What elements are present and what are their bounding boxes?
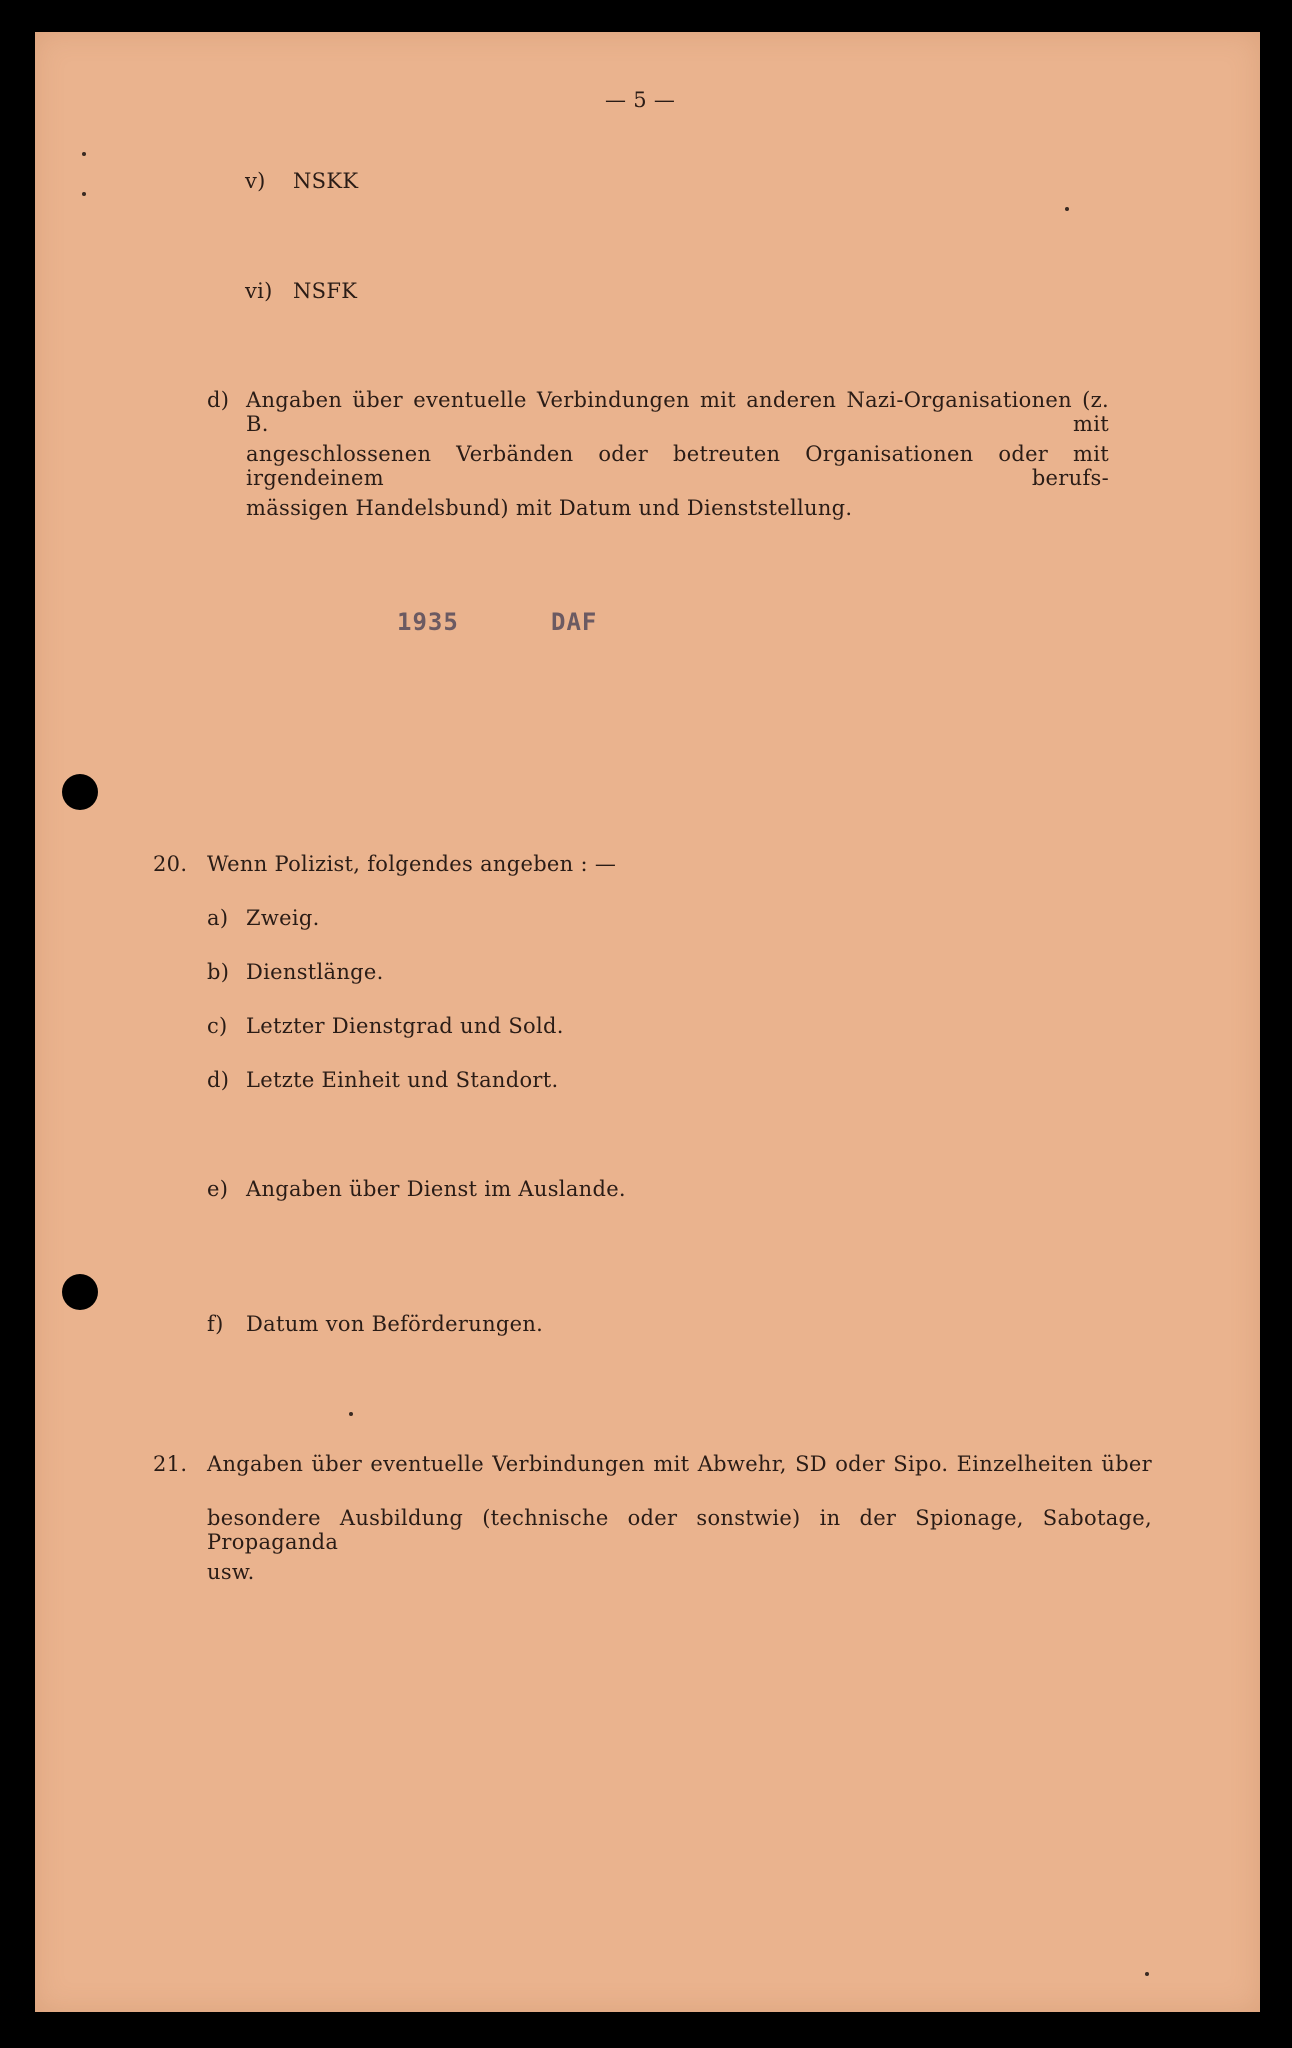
speck xyxy=(82,192,86,196)
punch-hole xyxy=(62,774,98,810)
page-number: — 5 — xyxy=(605,88,676,112)
q20-d-label: d) xyxy=(207,1068,230,1092)
typed-organization: DAF xyxy=(551,608,598,636)
q20-item-d xyxy=(207,1068,558,1092)
q21-line-1: Angaben über eventuelle Verbindungen mit Abwehr, SD oder Sipo. Einzelheiten über xyxy=(207,1452,1152,1476)
item-vi xyxy=(245,279,357,303)
q20-e-text: Angaben über Dienst im Auslande. xyxy=(246,1177,626,1201)
q21-line-3: usw. xyxy=(207,1560,255,1584)
speck xyxy=(82,152,86,156)
item-vi-text: NSFK xyxy=(293,279,358,303)
q20-item-a xyxy=(207,906,320,930)
q20-item-e xyxy=(207,1177,626,1201)
speck xyxy=(1145,1972,1149,1976)
item-d-line-1: Angaben über eventuelle Verbindungen mit anderen Nazi-Organisationen (z. B. mit xyxy=(246,388,1109,436)
q20-b-label: b) xyxy=(207,960,230,984)
q20-c-text: Letzter Dienstgrad und Sold. xyxy=(246,1014,564,1038)
item-d-line-3: mässigen Handelsbund) mit Datum und Dienststellung. xyxy=(246,496,853,520)
item-d-line-2: angeschlossenen Verbänden oder betreuten Organisationen oder mit irgendeinem berufs- xyxy=(246,442,1109,490)
item-v-label: v) xyxy=(245,169,266,193)
speck xyxy=(349,1412,353,1416)
q20-item-b xyxy=(207,960,384,984)
typed-year: 1935 xyxy=(397,608,459,636)
q20-f-label: f) xyxy=(207,1312,224,1336)
q20-e-label: e) xyxy=(207,1177,229,1201)
item-v-text: NSKK xyxy=(293,169,359,193)
paper-sheet xyxy=(35,32,1260,2012)
q20-a-text: Zweig. xyxy=(246,906,320,930)
q20-text: Wenn Polizist, folgendes angeben : — xyxy=(207,852,617,876)
punch-hole xyxy=(62,1274,98,1310)
q20-item-f xyxy=(207,1312,543,1336)
q20-b-text: Dienstlänge. xyxy=(246,960,384,984)
speck xyxy=(1065,207,1069,211)
item-d-label: d) xyxy=(207,388,230,412)
q20-f-text: Datum von Beförderungen. xyxy=(246,1312,544,1336)
q21-line-2: besondere Ausbildung (technische oder sonstwie) in der Spionage, Sabotage, Propaganda xyxy=(207,1506,1152,1554)
q20-c-label: c) xyxy=(207,1014,228,1038)
q20-d-text: Letzte Einheit und Standort. xyxy=(246,1068,559,1092)
q20-item-c xyxy=(207,1014,564,1038)
item-v xyxy=(245,169,358,193)
q20-a-label: a) xyxy=(207,906,229,930)
item-vi-label: vi) xyxy=(245,279,273,303)
q21-number: 21. xyxy=(153,1452,188,1476)
q20-number: 20. xyxy=(153,852,188,876)
